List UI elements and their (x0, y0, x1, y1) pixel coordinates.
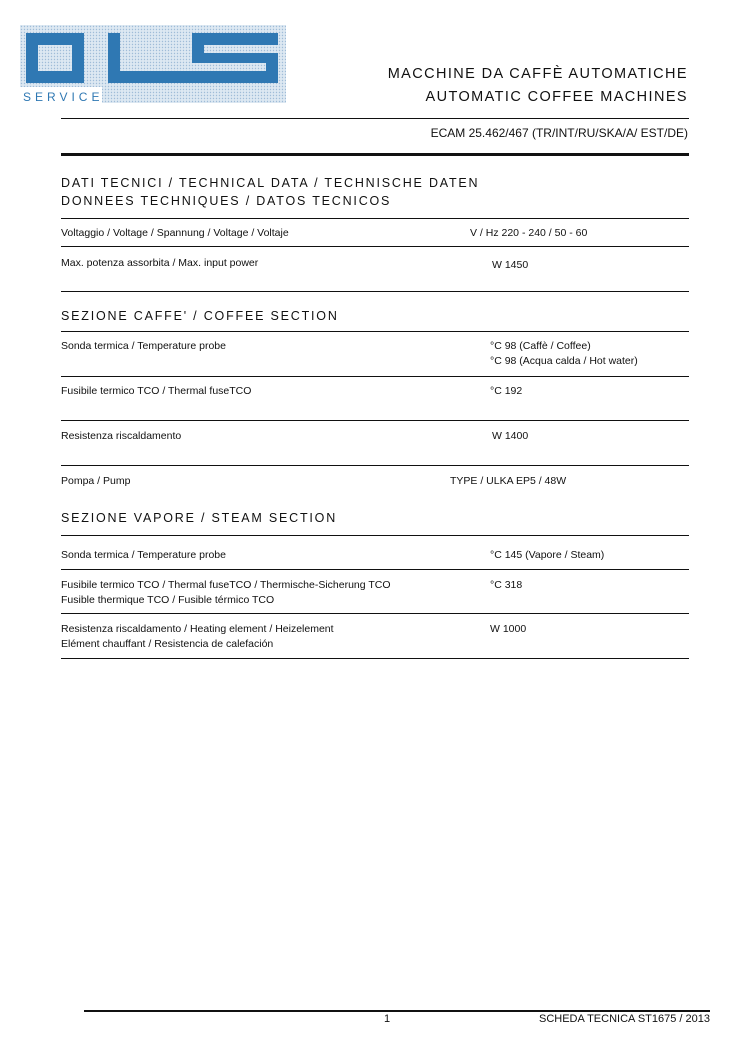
document-reference: SCHEDA TECNICA ST1675 / 2013 (539, 1013, 710, 1025)
section-heading-technical: DATI TECNICI / TECHNICAL DATA / TECHNISCHE DATEN (61, 176, 480, 190)
logo-service-text: SERVICE (23, 90, 104, 104)
row-value-steam-tco: °C 318 (490, 579, 523, 591)
row-label-coffee-heater: Resistenza riscaldamento (61, 430, 182, 442)
divider (61, 658, 689, 659)
row-value-power: W 1450 (492, 259, 529, 271)
row-label-voltage: Voltaggio / Voltage / Spannung / Voltage / Voltaje (61, 227, 289, 239)
section-heading-steam: SEZIONE VAPORE / STEAM SECTION (61, 511, 338, 525)
row-value-coffee-tco: °C 192 (490, 385, 523, 397)
row-label-power: Max. potenza assorbita / Max. input power (61, 257, 259, 269)
row-value-voltage: V / Hz 220 - 240 / 50 - 60 (470, 227, 588, 239)
row-value-coffee-probe-2: °C 98 (Acqua calda / Hot water) (490, 355, 638, 367)
divider (61, 465, 689, 466)
row-value-coffee-heater: W 1400 (492, 430, 529, 442)
footer-divider (84, 1010, 710, 1012)
divider (61, 535, 689, 536)
row-value-steam-heater: W 1000 (490, 623, 527, 635)
row-label-coffee-probe: Sonda termica / Temperature probe (61, 340, 226, 352)
title-italian: MACCHINE DA CAFFÈ AUTOMATICHE (387, 66, 688, 82)
page-number: 1 (384, 1013, 391, 1025)
row-label-steam-heater-2: Elément chauffant / Resistencia de calefación (61, 638, 274, 650)
row-value-pump: TYPE / ULKA EP5 / 48W (450, 475, 567, 487)
row-label-coffee-tco: Fusibile termico TCO / Thermal fuseTCO (61, 385, 252, 397)
divider (61, 569, 689, 570)
divider (61, 218, 689, 219)
row-label-steam-probe: Sonda termica / Temperature probe (61, 549, 226, 561)
row-label-steam-tco-1: Fusibile termico TCO / Thermal fuseTCO / Thermische-Sicherung TCO (61, 579, 391, 591)
divider (61, 613, 689, 614)
row-label-pump: Pompa / Pump (61, 475, 131, 487)
divider (61, 376, 689, 377)
row-label-steam-heater-1: Resistenza riscaldamento / Heating element / Heizelement (61, 623, 334, 635)
section-heading-technical-2: DONNEES TECHNIQUES / DATOS TECNICOS (61, 194, 392, 208)
title-english: AUTOMATIC COFFEE MACHINES (425, 89, 688, 105)
section-heading-coffee: SEZIONE CAFFE' / COFFEE SECTION (61, 309, 339, 323)
row-value-coffee-probe-1: °C 98 (Caffè / Coffee) (490, 340, 591, 352)
divider (61, 291, 689, 292)
divider-thick (61, 153, 689, 156)
divider (61, 246, 689, 247)
divider (61, 331, 689, 332)
divider (61, 420, 689, 421)
divider (61, 118, 689, 119)
row-value-steam-probe: °C 145 (Vapore / Steam) (490, 549, 605, 561)
model-number: ECAM 25.462/467 (TR/INT/RU/SKA/A/ EST/DE) (430, 126, 688, 140)
row-label-steam-tco-2: Fusible thermique TCO / Fusible térmico TCO (61, 594, 275, 606)
dls-service-logo (20, 25, 290, 105)
